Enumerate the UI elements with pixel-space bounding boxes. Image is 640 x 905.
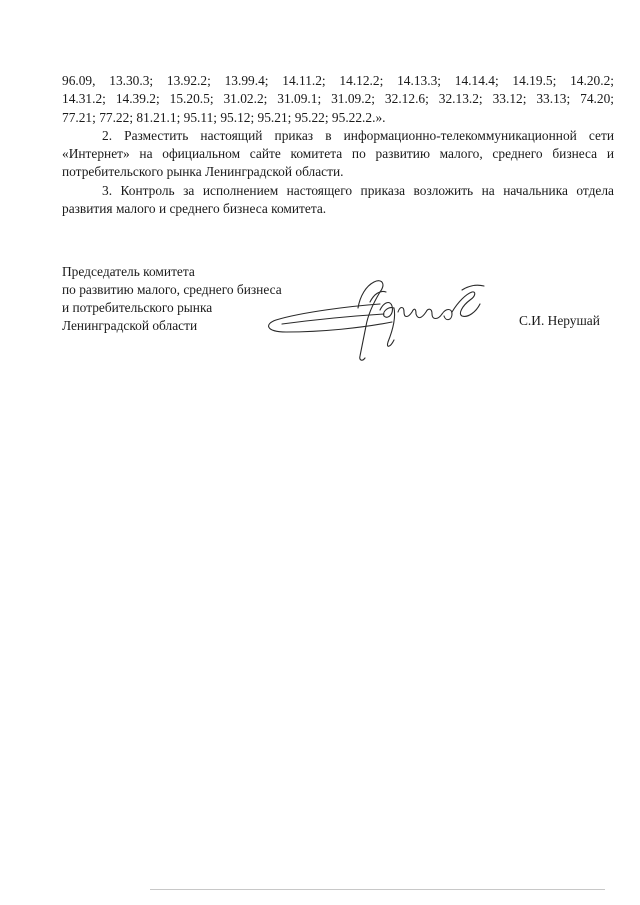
signatory-position-line-2: по развитию малого, среднего бизнеса (62, 282, 282, 297)
signatory-position-line-3: и потребительского рынка (62, 300, 213, 315)
handwritten-signature (262, 274, 502, 370)
order-item-3: 3. Контроль за исполнением настоящего приказа возложить на начальника отдела развития малого и среднего бизнеса комитета. (62, 182, 614, 217)
order-body-text (62, 72, 614, 218)
activity-codes-line-1: 96.09, 13.30.3; 13.92.2; 13.99.4; 14.11.2; 14.12.2; 14.13.3; 14.14.4; 14.19.5; 14.20.2; (62, 73, 614, 88)
page-bottom-rule (150, 889, 605, 890)
activity-codes-line-3: 77.21; 77.22; 81.21.1; 95.11; 95.12; 95.21; 95.22; 95.22.2.». (62, 109, 386, 125)
signatory-position-line-4: Ленинградской области (62, 318, 198, 333)
signatory-position-line-1: Председатель комитета (62, 264, 195, 279)
order-item-2: 2. Разместить настоящий приказ в информационно-телекоммуникационной сети «Интернет» на официальном сайте комитета по развитию малого, среднего бизнеса и потребительского рынка Ленинградской области. (62, 127, 614, 180)
signer-name: С.И. Нерушай (519, 313, 600, 328)
activity-codes-line-2: 14.31.2; 14.39.2; 15.20.5; 31.02.2; 31.09.1; 31.09.2; 32.12.6; 32.13.2; 33.12; 33.13; 74.20; (62, 91, 614, 107)
